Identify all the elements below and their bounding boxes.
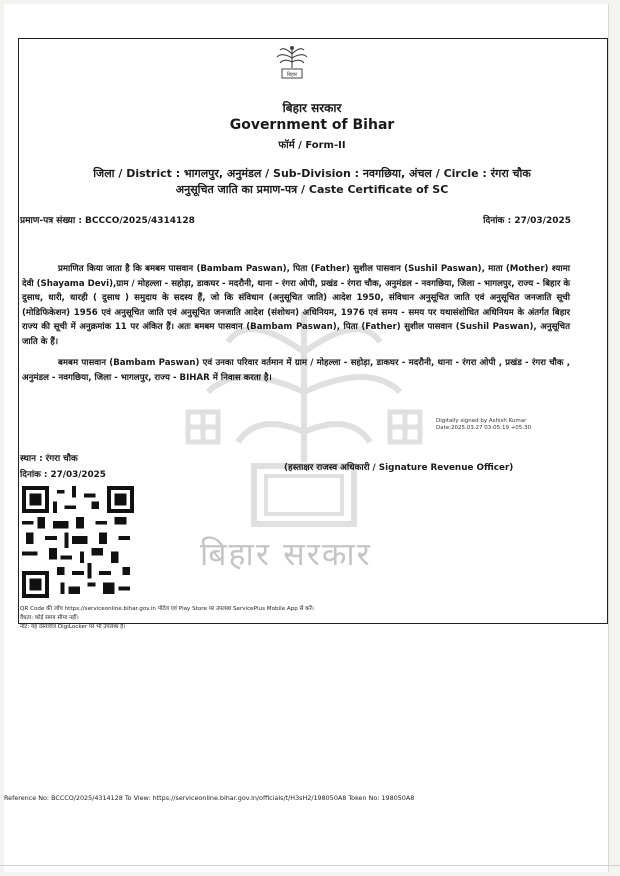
bihar-emblem-icon: [272, 40, 312, 82]
scan-edge-line: [0, 865, 620, 866]
signature-label: (हस्ताक्षर राजस्व अधिकारी / Signature Revenue Officer): [284, 463, 514, 473]
issue-date: दिनांक : 27/03/2025: [20, 470, 106, 480]
certification-paragraph: प्रमाणित किया जाता है कि बमबम पासवान (Bambam Paswan), पिता (Father) सुशील पासवान (Sushil Paswan), माता (Mother) श्यामा देवी (Shayama Devi),ग्राम / मोहल्ला - सहोड़ा, डाकघर - मदरौनी, थाना - रंगरा ओपी, प्रखंड - रंगरा चौक, अनुमंडल - नवगछिया, जिला - भागलपुर, राज्य - बिहार के दुसाध, धारी, धारही ( दुसाध ) समुदाय के सदस्य हैं, जो कि संविधान (अनुसूचित जाति) आदेश 1950, संविधान अनुसूचित जाति एवं अनुसूचित जनजाति सूची (मोडिफिकेशन) 1956 एवं अनुसूचित जाति एवं अनुसूचित जनजाति आदेश (संशोधन) अधिनियम, 1976 एवं समय - समय पर यथासंशोधित अधिनियम के अंतर्गत बिहार राज्य की सूची में अनुक्रमांक 11 पर अंकित हैं। अतः बमबम पासवान (Bambam Paswan), पिता (Father) सुशील पासवान (Sushil Paswan), अनुसूचित जाति के हैं।: [22, 264, 570, 347]
digital-signature-date: Date:2025.03.27 03:05:19 +05:30: [436, 425, 532, 431]
svg-text:बिहार: बिहार: [286, 72, 298, 78]
certificate-number: प्रमाण-पत्र संख्या : BCCCO/2025/4314128: [20, 216, 195, 226]
certificate-date: दिनांक : 27/03/2025: [483, 216, 571, 226]
certificate-title: अनुसूचित जाति का प्रमाण-पत्र / Caste Certificate of SC: [175, 183, 449, 196]
residence-paragraph: बमबम पासवान (Bambam Paswan) एवं उनका परिवार वर्तमान में ग्राम / मोहल्ला - सहोड़ा, डाकघर - मदरौनी, थाना - रंगरा ओपी , प्रखंड - रंगरा चौक , अनुमंडल - नवगछिया, जिला - भागलपुर, राज्य - BIHAR में निवास करता है।: [22, 358, 570, 383]
validity-note: वैधता: कोई समय सीमा नहीं।: [20, 615, 79, 621]
reference-footer: Reference No: BCCCO/2025/4314128 To View: https://serviceonline.bihar.gov.in/officials/t/H3sH2/198050A8 Token No: 198050A8: [4, 794, 415, 802]
district-line: जिला / District : भागलपुर, अनुमंडल / Sub-Division : नवगछिया, अंचल / Circle : रंगरा चौक: [93, 167, 531, 180]
qr-code-icon: [22, 486, 134, 598]
page-title: Government of Bihar: [229, 117, 395, 133]
digital-signature-block: [436, 418, 531, 432]
title-hindi: बिहार सरकार: [282, 101, 342, 115]
digital-signature-name: Digitally signed by Ashish Kumar: [436, 418, 527, 424]
digilocker-note: नोट: यह दस्तावेज DigiLocker पर भी उपलब्ध है।: [20, 624, 126, 630]
qr-verification-note: QR Code की जाँच https://serviceonline.bihar.gov.in पोर्टल एवं Play Store पर उपलब्ध ServicePlus Mobile App से करें।: [20, 606, 314, 612]
watermark-text: बिहार सरकार: [200, 535, 372, 573]
form-label: फॉर्म / Form-II: [278, 140, 346, 151]
issue-place: स्थान : रंगरा चौक: [20, 454, 78, 464]
